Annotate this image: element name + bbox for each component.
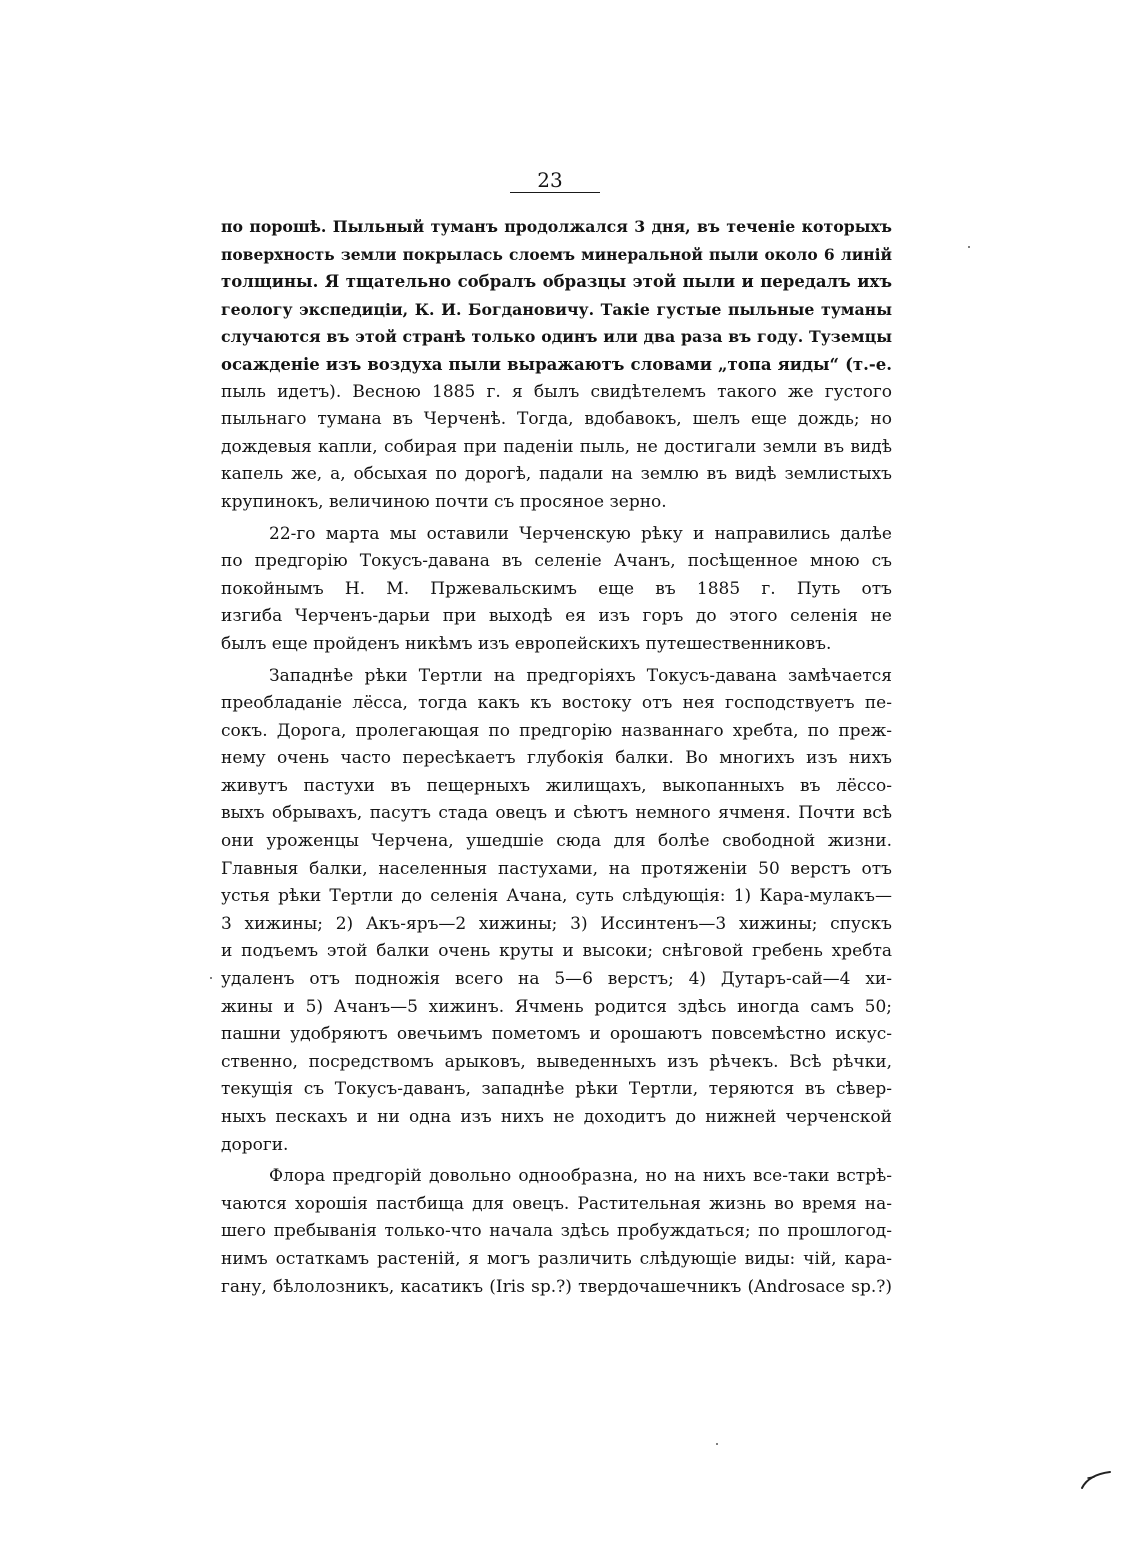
- text-line: чаются хорошія пастбища для овецъ. Растительная жизнь во время на-: [221, 1193, 892, 1214]
- text-line: геологу экспедиціи, К. И. Богдановичу. Такіе густые пыльные туманы: [221, 299, 892, 319]
- text-line: устья рѣки Тертли до селенія Ачана, суть слѣдующія: 1) Кара-мулакъ—: [221, 886, 892, 907]
- text-line: по предгорію Токусъ-давана въ селеніе Ачанъ, посѣщенное мною съ: [221, 551, 892, 572]
- text-line: нимъ остаткамъ растеній, я могъ различить слѣдующіе виды: чій, кара-: [221, 1248, 892, 1269]
- text-line: осажденіе изъ воздуха пыли выражаютъ словами „топа яиды“ (т.-е.: [221, 354, 892, 374]
- text-line: удаленъ отъ подножія всего на 5—6 верстъ; 4) Дутаръ-сай—4 хи-: [221, 969, 892, 990]
- text-line: и подъемъ этой балки очень круты и высоки; снѣговой гребень хребта: [221, 941, 892, 962]
- text-line: нему очень часто пересѣкаетъ глубокія балки. Во многихъ изъ нихъ: [221, 748, 892, 769]
- text-line: толщины. Я тщательно собралъ образцы этой пыли и передалъ ихъ: [221, 272, 892, 292]
- text-line: Флора предгорій довольно однообразна, но на нихъ все-таки встрѣ-: [269, 1166, 892, 1187]
- text-line: Западнѣе рѣки Тертли на предгоріяхъ Токусъ-давана замѣчается: [269, 665, 892, 686]
- text-line: крупинокъ, величиною почти съ просяное зерно.: [221, 491, 667, 512]
- text-line: случаются въ этой странѣ только одинъ или два раза въ году. Туземцы: [221, 327, 892, 347]
- text-line: сокъ. Дорога, пролегающая по предгорію названнаго хребта, по преж-: [221, 720, 892, 741]
- text-line: ственно, посредствомъ арыковъ, выведенныхъ изъ рѣчекъ. Всѣ рѣчки,: [221, 1051, 892, 1072]
- text-line: Главныя балки, населенныя пастухами, на протяженіи 50 верстъ отъ: [221, 858, 892, 879]
- scan-speck: [968, 246, 970, 248]
- text-line: преобладаніе лёсса, тогда какъ къ востоку отъ нея господствуетъ пе-: [221, 693, 892, 714]
- text-line: пыль идетъ). Весною 1885 г. я былъ свидѣтелемъ такого же густого: [221, 381, 892, 402]
- text-line: выхъ обрывахъ, пасутъ стада овецъ и сѣютъ немного ячменя. Почти всѣ: [221, 803, 892, 824]
- text-line: 22-го марта мы оставили Черченскую рѣку и направились далѣе: [269, 523, 892, 544]
- text-line: шего пребыванія только-что начала здѣсь пробуждаться; по прошлогод-: [221, 1221, 892, 1242]
- text-line: пыльнаго тумана въ Черченѣ. Тогда, вдобавокъ, шелъ еще дождь; но: [221, 409, 892, 430]
- page-number-rule: [510, 192, 600, 193]
- text-line: былъ еще пройденъ никѣмъ изъ европейскихъ путешественниковъ.: [221, 633, 832, 654]
- body-text: [221, 213, 892, 1301]
- text-line: гану, бѣлолозникъ, касатикъ (Iris sp.?) твердочашечникъ (Androsace sp.?): [221, 1276, 892, 1297]
- text-line: покойнымъ Н. М. Пржевальскимъ еще въ 1885 г. Путь отъ: [221, 578, 892, 599]
- text-line: жины и 5) Ачанъ—5 хижинъ. Ячмень родится здѣсь иногда самъ 50;: [221, 996, 892, 1017]
- page-number: 23: [537, 168, 563, 192]
- text-line: капель же, а, обсыхая по дорогѣ, падали на землю въ видѣ землистыхъ: [221, 464, 892, 485]
- text-line: изгиба Черченъ-дарьи при выходѣ ея изъ горъ до этого селенія не: [221, 606, 892, 627]
- scan-speck: [716, 1443, 718, 1445]
- text-line: 3 хижины; 2) Акъ-яръ—2 хижины; 3) Иссинтенъ—3 хижины; спускъ: [221, 913, 892, 934]
- text-line: по порошѣ. Пыльный туманъ продолжался 3 дня, въ теченіе которыхъ: [221, 217, 892, 236]
- text-line: дороги.: [221, 1134, 289, 1155]
- scan-speck: [210, 977, 212, 979]
- text-line: пашни удобряютъ овечьимъ пометомъ и орошаютъ повсемѣстно искус-: [221, 1024, 892, 1045]
- text-line: они уроженцы Черчена, ушедшіе сюда для болѣе свободной жизни.: [221, 831, 892, 852]
- text-line: текущія съ Токусъ-даванъ, западнѣе рѣки Тертли, теряются въ сѣвер-: [221, 1079, 892, 1100]
- corner-pen-mark: [1080, 1468, 1112, 1490]
- text-line: живутъ пастухи въ пещерныхъ жилищахъ, выкопанныхъ въ лёссо-: [221, 775, 892, 796]
- text-line: поверхность земли покрылась слоемъ минеральной пыли около 6 линій: [221, 244, 892, 264]
- text-line: дождевыя капли, собирая при паденіи пыль, не достигали земли въ видѣ: [221, 436, 892, 457]
- text-line: ныхъ пескахъ и ни одна изъ нихъ не доходитъ до нижней черченской: [221, 1107, 892, 1127]
